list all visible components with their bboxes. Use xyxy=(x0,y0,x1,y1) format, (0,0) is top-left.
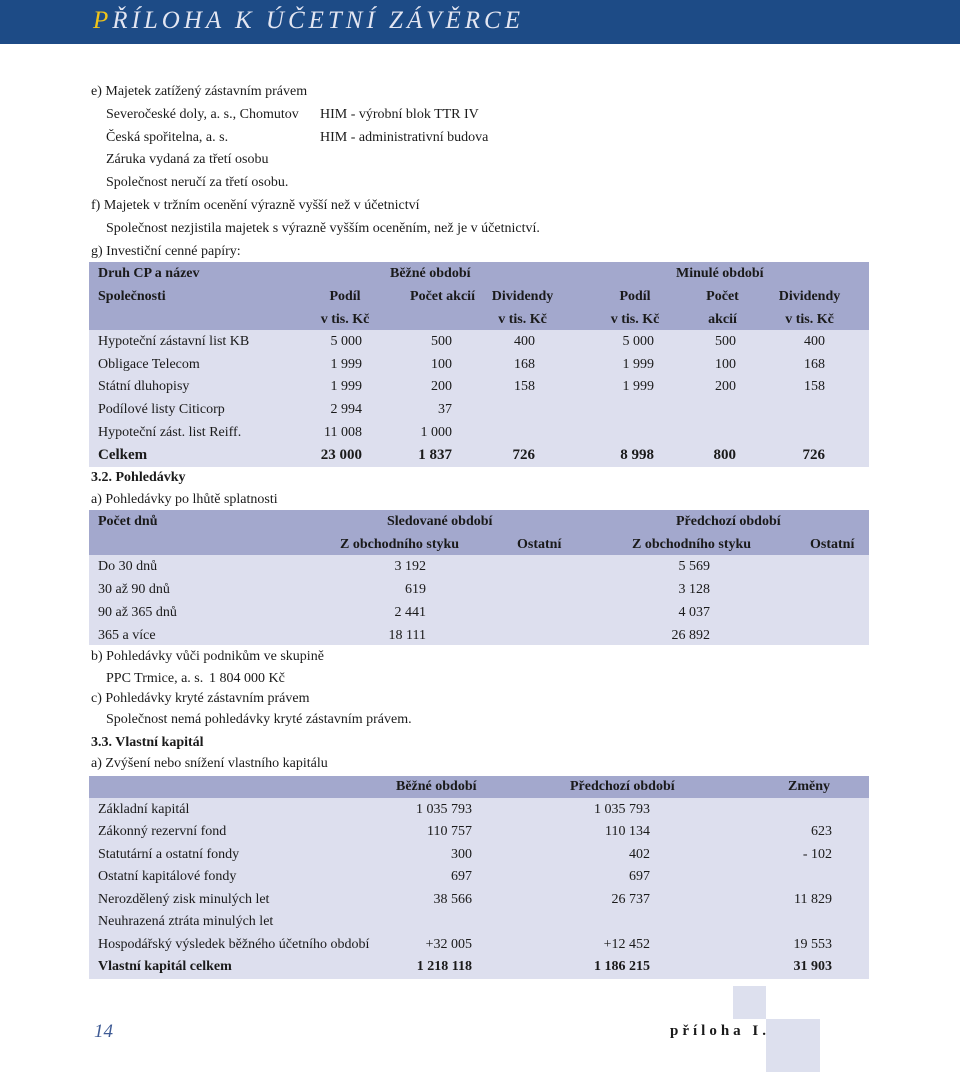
section-f-title: f) Majetek v tržním ocenění výrazně vyšší než v účetnictví xyxy=(91,198,420,213)
pledge-right-0: HIM - výrobní blok TTR IV xyxy=(320,107,479,122)
table-row-name: Hypoteční zást. list Reiff. xyxy=(98,425,242,440)
section-32b-title: b) Pohledávky vůči podnikům ve skupině xyxy=(91,649,324,664)
col-dividendy-prev: Dividendy xyxy=(778,289,841,304)
table-cell: 100 xyxy=(715,357,736,372)
total-cell: 1 186 215 xyxy=(594,959,650,974)
receivables-table-body xyxy=(89,555,869,645)
table-cell: 168 xyxy=(514,357,535,372)
section-f-text: Společnost nezjistila majetek s výrazně vyšším oceněním, než je v účetnictví. xyxy=(106,221,540,236)
pledge-left-0: Severočeské doly, a. s., Chomutov xyxy=(106,107,299,122)
table-cell: 697 xyxy=(451,869,472,884)
table-cell: 18 111 xyxy=(388,628,426,643)
table-row-name: Podílové listy Citicorp xyxy=(98,402,225,417)
table-cell: 4 037 xyxy=(678,605,710,620)
table-cell: 5 569 xyxy=(678,559,710,574)
table-cell: 3 128 xyxy=(678,582,710,597)
table-cell: 100 xyxy=(431,357,452,372)
table-row-label: Nerozdělený zisk minulých let xyxy=(98,892,270,907)
col-dividendy: Dividendy xyxy=(491,289,554,304)
pledge-right-1: HIM - administrativní budova xyxy=(320,130,489,145)
table-row-label: Statutární a ostatní fondy xyxy=(98,847,240,862)
table-row-label: Zákonný rezervní fond xyxy=(98,824,227,839)
col-previous-period: Minulé období xyxy=(676,266,764,281)
table-row-label: Hospodářský výsledek běžného účetního období xyxy=(98,937,370,952)
table-cell: 623 xyxy=(811,824,832,839)
table-row-label: 365 a více xyxy=(98,628,156,643)
unit-4: v tis. Kč xyxy=(785,312,834,327)
col-current-period: Běžné období xyxy=(396,779,477,794)
table-cell: 1 999 xyxy=(330,379,362,394)
equity-table-header xyxy=(89,776,869,798)
col-changes: Změny xyxy=(788,779,830,794)
section-33a-title: a) Zvýšení nebo snížení vlastního kapitálu xyxy=(91,756,328,771)
table-row-label: 90 až 365 dnů xyxy=(98,605,177,620)
section-32c-title: c) Pohledávky kryté zástavním právem xyxy=(91,691,310,706)
table-cell: 1 000 xyxy=(420,425,452,440)
col-current-period: Běžné období xyxy=(390,266,471,281)
table-cell: 1 035 793 xyxy=(416,802,472,817)
table-row-label: Ostatní kapitálové fondy xyxy=(98,869,237,884)
page-number: 14 xyxy=(94,1021,113,1042)
table-cell: 110 134 xyxy=(605,824,650,839)
table-cell: 200 xyxy=(715,379,736,394)
col-previous-period: Předchozí období xyxy=(570,779,675,794)
unit-1: v tis. Kč xyxy=(320,312,370,327)
table-cell: 402 xyxy=(629,847,650,862)
footer-label: příloha I. xyxy=(670,1023,771,1039)
table-cell: 158 xyxy=(514,379,535,394)
table-cell: 38 566 xyxy=(433,892,472,907)
table-cell: +12 452 xyxy=(603,937,650,952)
table-cell: 11 008 xyxy=(324,425,362,440)
page-title: PŘÍLOHA K ÚČETNÍ ZÁVĚRCE xyxy=(93,7,524,34)
table-cell: 1 999 xyxy=(622,357,654,372)
col-trade-prev: Z obchodního styku xyxy=(632,537,752,552)
table-cell: 500 xyxy=(715,334,736,349)
decor-square xyxy=(733,986,766,1019)
total-cell: 1 218 118 xyxy=(416,959,472,974)
col-company: Společnosti xyxy=(98,289,166,304)
table-cell: - 102 xyxy=(802,847,832,862)
table-row-label: Neuhrazená ztráta minulých let xyxy=(98,914,274,929)
table-cell: 1 999 xyxy=(622,379,654,394)
table-cell: 110 757 xyxy=(427,824,472,839)
unit-akcii: akcií xyxy=(708,312,737,327)
table-cell: 400 xyxy=(514,334,535,349)
col-previous-period: Předchozí období xyxy=(676,514,781,529)
table-cell: 300 xyxy=(451,847,472,862)
group-company: PPC Trmice, a. s. xyxy=(106,671,204,686)
col-pocet-akcii: Počet akcií xyxy=(410,289,475,304)
table-row-label: 30 až 90 dnů xyxy=(98,582,170,597)
table-cell: 158 xyxy=(804,379,825,394)
equity-total-label: Vlastní kapitál celkem xyxy=(98,959,232,974)
table-row-name: Obligace Telecom xyxy=(98,357,200,372)
table-row-label: Do 30 dnů xyxy=(98,559,158,574)
pledge-left-1: Česká spořitelna, a. s. xyxy=(106,130,229,145)
section-32-title: 3.2. Pohledávky xyxy=(91,470,186,485)
table-cell: 2 994 xyxy=(330,402,362,417)
total-cell: 31 903 xyxy=(793,959,832,974)
total-cell: 1 837 xyxy=(418,447,452,463)
table-cell: 3 192 xyxy=(394,559,426,574)
unit-3: v tis. Kč xyxy=(610,312,660,327)
table-row-name: Hypoteční zástavní list KB xyxy=(98,334,250,349)
total-label: Celkem xyxy=(98,447,148,463)
table-cell: 5 000 xyxy=(622,334,654,349)
table-cell: 26 892 xyxy=(671,628,710,643)
section-32c-text: Společnost nemá pohledávky kryté zástavním právem. xyxy=(106,712,412,727)
table-row-label: Základní kapitál xyxy=(98,802,190,817)
unit-2: v tis. Kč xyxy=(498,312,547,327)
col-pocet-prev: Počet xyxy=(706,289,739,304)
total-cell: 726 xyxy=(802,447,825,463)
table-cell: 500 xyxy=(431,334,452,349)
total-cell: 8 998 xyxy=(620,447,654,463)
col-other-prev: Ostatní xyxy=(810,537,855,552)
table-cell: 1 035 793 xyxy=(594,802,650,817)
section-32a-title: a) Pohledávky po lhůtě splatnosti xyxy=(91,492,278,507)
section-33-title: 3.3. Vlastní kapitál xyxy=(91,735,204,750)
table-row-name: Státní dluhopisy xyxy=(98,379,190,394)
table-cell: 26 737 xyxy=(611,892,650,907)
col-podil: Podíl xyxy=(329,289,361,304)
table-cell: 11 829 xyxy=(794,892,832,907)
table-cell: 5 000 xyxy=(330,334,362,349)
total-cell: 726 xyxy=(512,447,535,463)
table-cell: 1 999 xyxy=(330,357,362,372)
table-cell: 619 xyxy=(405,582,426,597)
decor-square xyxy=(766,1019,820,1072)
guarantee-text: Společnost neručí za třetí osobu. xyxy=(106,175,289,190)
col-trade: Z obchodního styku xyxy=(340,537,460,552)
table-cell: 2 441 xyxy=(394,605,426,620)
group-amount: 1 804 000 Kč xyxy=(209,671,285,686)
table-cell: 19 553 xyxy=(793,937,832,952)
table-cell: 200 xyxy=(431,379,452,394)
total-cell: 800 xyxy=(713,447,736,463)
col-current-period: Sledované období xyxy=(387,514,493,529)
col-days: Počet dnů xyxy=(98,514,158,529)
table-cell: +32 005 xyxy=(425,937,472,952)
section-g-title: g) Investiční cenné papíry: xyxy=(91,244,241,259)
col-other: Ostatní xyxy=(517,537,562,552)
table-cell: 37 xyxy=(438,402,452,417)
total-cell: 23 000 xyxy=(320,447,362,463)
guarantee-title: Záruka vydaná za třetí osobu xyxy=(106,152,269,167)
col-druh: Druh CP a název xyxy=(98,266,200,281)
table-cell: 168 xyxy=(804,357,825,372)
section-e-title: e) Majetek zatížený zástavním právem xyxy=(91,84,308,99)
table-cell: 400 xyxy=(804,334,825,349)
col-podil-prev: Podíl xyxy=(619,289,651,304)
table-cell: 697 xyxy=(629,869,650,884)
